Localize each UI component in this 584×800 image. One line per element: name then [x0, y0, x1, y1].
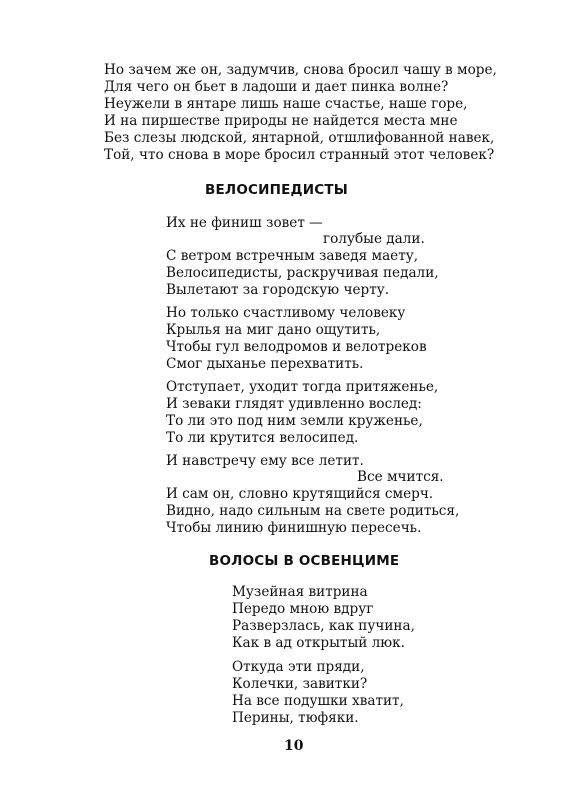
poem-line: То ли это под ним земли круженье,	[166, 413, 423, 429]
poem-line: Смог дыханье перехватить.	[166, 356, 364, 372]
poem-line: И навстречу ему все летит.	[166, 453, 364, 469]
poem-line: Откуда эти пряди,	[232, 659, 365, 675]
poem-line: С ветром встречным заведя маету,	[166, 248, 419, 264]
poem-line: Чтобы гул велодромов и велотреков	[166, 339, 427, 355]
poem-line: Перины, тюфяки.	[232, 710, 359, 726]
poem-line: Неужели в янтаре лишь наше счастье, наше горе,	[104, 96, 468, 112]
poem-line: Но только счастливому человеку	[166, 305, 406, 321]
poem-line: Для чего он бьет в ладоши и дает пинка волне?	[104, 79, 449, 95]
poem-line: На все подушки хватит,	[232, 693, 404, 709]
poem-line: Без слезы людской, янтарной, отшлифованной навек,	[104, 130, 495, 146]
poem-title: ВЕЛОСИПЕДИСТЫ	[205, 182, 348, 198]
poem-line: Той, что снова в море бросил странный этот человек?	[104, 147, 495, 163]
poem-line: Вылетают за городскую черту.	[166, 282, 390, 298]
poem-line: Как в ад открытый люк.	[232, 635, 405, 651]
poem-line: голубые дали.	[323, 231, 425, 247]
poem-title: ВОЛОСЫ В ОСВЕНЦИМЕ	[209, 553, 400, 569]
poem-line: Музейная витрина	[232, 584, 368, 600]
poem-line: Колечки, завитки?	[232, 676, 368, 692]
poem-line: Велосипедисты, раскручивая педали,	[166, 265, 439, 281]
poem-line: Передо мною вдруг	[232, 601, 374, 617]
poem-line: Разверзлась, как пучина,	[232, 618, 415, 634]
poem-line: И на пиршестве природы не найдется места мне	[104, 113, 458, 129]
poem-line: Видно, надо сильным на свете родиться,	[166, 503, 460, 519]
poem-line: И сам он, словно крутящийся смерч.	[166, 486, 434, 502]
page-number: 10	[284, 738, 304, 754]
poem-line: То ли крутится велосипед.	[166, 430, 359, 446]
poem-line: Их не финиш зовет —	[166, 215, 323, 231]
poem-line: Крылья на миг дано ощутить,	[166, 322, 381, 338]
poem-line: Но зачем же он, задумчив, снова бросил чашу в море,	[104, 62, 497, 78]
poem-line: И зеваки глядят удивленно вослед:	[166, 396, 422, 412]
poem-line: Отступает, уходит тогда притяженье,	[166, 379, 439, 395]
poem-line: Чтобы линию финишную пересечь.	[166, 520, 422, 536]
poem-line: Все мчится.	[357, 469, 444, 485]
